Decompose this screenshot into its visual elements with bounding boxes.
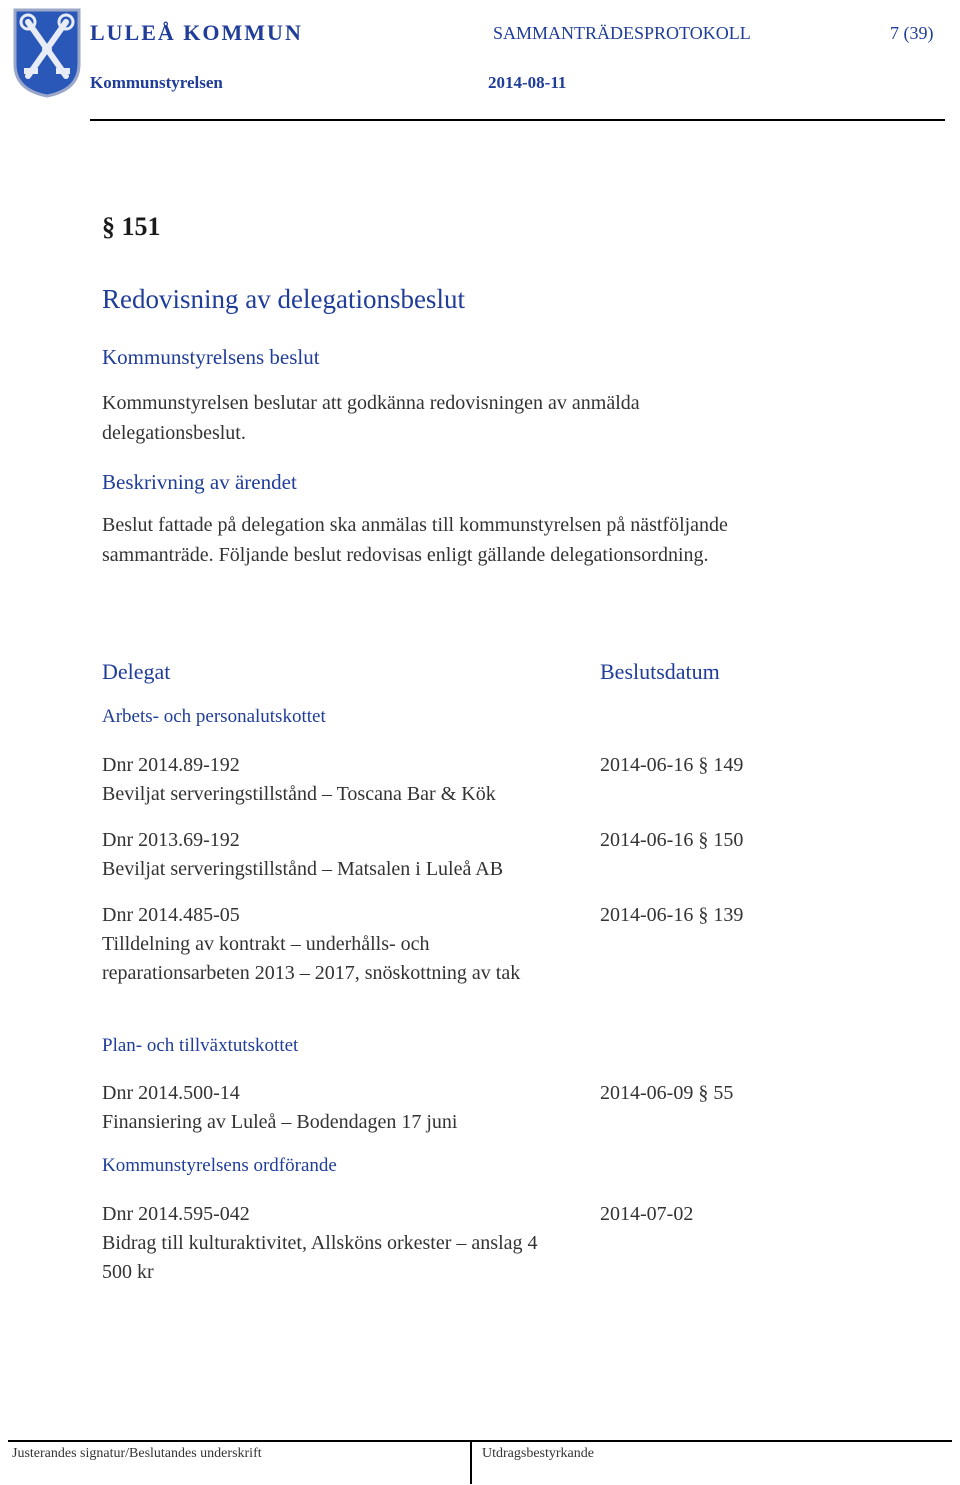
header-divider bbox=[90, 119, 945, 121]
document-type: SAMMANTRÄDESPROTOKOLL bbox=[493, 23, 751, 43]
coat-of-arms-icon bbox=[12, 6, 82, 98]
paragraph-number: § 151 bbox=[102, 212, 161, 241]
page-title: Redovisning av delegationsbeslut bbox=[102, 284, 465, 314]
column-header-delegate: Delegat bbox=[102, 659, 171, 684]
case-text: Beviljat serveringstillstånd – Toscana Bar & Kök bbox=[102, 783, 496, 805]
description-text: Beslut fattade på delegation ska anmälas till kommunstyrelsen på nästföljande sammanträde. Följande beslut redovisas enligt gällande delegationsordning. bbox=[102, 514, 728, 566]
group-heading: Arbets- och personalutskottet bbox=[102, 706, 326, 727]
decision-date: 2014-07-02 bbox=[600, 1203, 694, 1225]
list-item bbox=[102, 1079, 572, 1137]
group-heading: Kommunstyrelsens ordförande bbox=[102, 1155, 337, 1176]
signature-label: Justerandes signatur/Beslutandes underskrift bbox=[12, 1446, 262, 1461]
list-item bbox=[102, 901, 572, 988]
extract-label: Utdragsbestyrkande bbox=[482, 1446, 594, 1461]
body-name: Kommunstyrelsen bbox=[90, 73, 223, 92]
description-heading: Beskrivning av ärendet bbox=[102, 470, 297, 494]
decision-date: 2014-06-09 § 55 bbox=[600, 1082, 734, 1104]
case-text: Beviljat serveringstillstånd – Matsalen i Luleå AB bbox=[102, 858, 504, 880]
group-heading: Plan- och tillväxtutskottet bbox=[102, 1035, 299, 1056]
case-number: Dnr 2014.89-192 bbox=[102, 754, 240, 776]
case-text: Finansiering av Luleå – Bodendagen 17 juni bbox=[102, 1111, 458, 1133]
column-header-date: Beslutsdatum bbox=[600, 659, 720, 684]
list-item bbox=[102, 826, 572, 884]
footer-column-divider bbox=[470, 1440, 472, 1484]
case-text: Tilldelning av kontrakt – underhålls- och reparationsarbeten 2013 – 2017, snöskottning av tak bbox=[102, 933, 521, 984]
decision-text: Kommunstyrelsen beslutar att godkänna redovisningen av anmälda delegationsbeslut. bbox=[102, 392, 640, 444]
list-item bbox=[102, 1200, 572, 1287]
decision-heading: Kommunstyrelsens beslut bbox=[102, 345, 320, 369]
footer-divider bbox=[8, 1440, 952, 1442]
case-number: Dnr 2013.69-192 bbox=[102, 829, 240, 851]
list-item bbox=[102, 751, 572, 809]
organization-name: LULEÅ KOMMUN bbox=[90, 20, 303, 45]
case-text: Bidrag till kulturaktivitet, Allsköns orkester – anslag 4 500 kr bbox=[102, 1232, 538, 1283]
case-number: Dnr 2014.500-14 bbox=[102, 1082, 240, 1104]
page-footer bbox=[0, 1440, 960, 1485]
case-number: Dnr 2014.595-042 bbox=[102, 1203, 250, 1225]
decision-date: 2014-06-16 § 139 bbox=[600, 904, 744, 926]
decision-date: 2014-06-16 § 150 bbox=[600, 829, 744, 851]
page-number: 7 (39) bbox=[890, 23, 934, 43]
case-number: Dnr 2014.485-05 bbox=[102, 904, 240, 926]
meeting-date: 2014-08-11 bbox=[488, 73, 567, 92]
decision-date: 2014-06-16 § 149 bbox=[600, 754, 744, 776]
